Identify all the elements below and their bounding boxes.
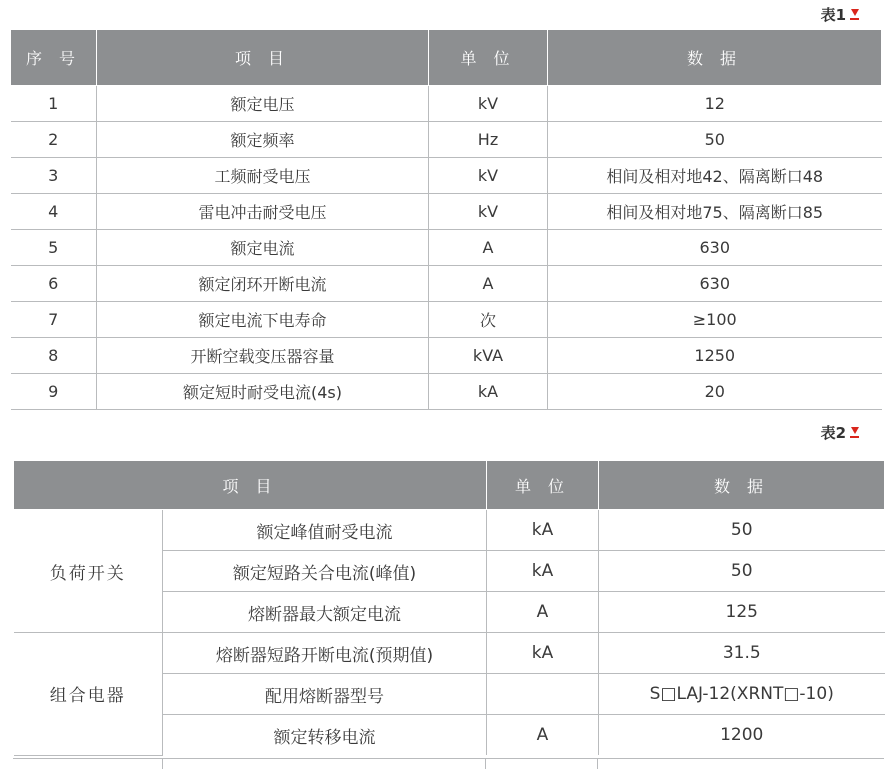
row-unit: Hz xyxy=(429,122,548,158)
row-value: 125 xyxy=(599,592,885,633)
row-index: 5 xyxy=(11,230,97,266)
table-row xyxy=(11,266,882,302)
download-icon[interactable] xyxy=(850,427,859,438)
table-continuation-line xyxy=(162,759,163,769)
row-value: 630 xyxy=(548,266,882,302)
row-item: 雷电冲击耐受电压 xyxy=(97,194,429,230)
table-row xyxy=(11,302,882,338)
row-item: 额定闭环开断电流 xyxy=(97,266,429,302)
table-row xyxy=(14,633,885,674)
row-value: 相间及相对地42、隔离断口48 xyxy=(548,158,882,194)
table1-caption xyxy=(821,4,859,25)
col-header-value: 数 据 xyxy=(599,461,885,510)
row-index: 1 xyxy=(11,86,97,122)
row-item: 额定峰值耐受电流 xyxy=(163,510,487,551)
row-unit: kV xyxy=(429,158,548,194)
row-value: 1200 xyxy=(720,725,764,745)
row-unit: kA xyxy=(429,374,548,410)
row-item: 额定频率 xyxy=(97,122,429,158)
table2-caption xyxy=(821,422,859,443)
row-item: 额定电流 xyxy=(97,230,429,266)
col-header-value: 数 据 xyxy=(548,30,882,86)
row-item: 额定短路关合电流(峰值) xyxy=(163,551,487,592)
table-row xyxy=(11,230,882,266)
row-value: S□LAJ-12(XRNT□-10) xyxy=(599,674,885,715)
row-unit: kA xyxy=(487,633,599,674)
row-item: 配用熔断器型号 xyxy=(163,674,487,715)
row-index: 4 xyxy=(11,194,97,230)
row-value: 50 xyxy=(599,551,885,592)
row-unit: kV xyxy=(429,194,548,230)
table-header-row xyxy=(11,30,882,86)
table1-caption-text: 表1 xyxy=(820,6,846,24)
row-value: 50 xyxy=(599,510,885,551)
row-item: 开断空载变压器容量 xyxy=(97,338,429,374)
table-continuation-line xyxy=(485,759,486,769)
row-index: 6 xyxy=(11,266,97,302)
row-item: 额定电压 xyxy=(97,86,429,122)
row-value: 50 xyxy=(548,122,882,158)
row-index: 7 xyxy=(11,302,97,338)
col-header-index: 序 号 xyxy=(11,30,97,86)
table-row xyxy=(11,374,882,410)
row-unit: kA xyxy=(487,510,599,551)
row-value: 20 xyxy=(548,374,882,410)
row-index: 3 xyxy=(11,158,97,194)
row-unit: kV xyxy=(429,86,548,122)
table-row xyxy=(11,194,882,230)
row-value: 12 xyxy=(548,86,882,122)
row-unit: A xyxy=(429,266,548,302)
row-value: 相间及相对地75、隔离断口85 xyxy=(548,194,882,230)
row-unit: 次 xyxy=(429,302,548,338)
col-header-unit: 单 位 xyxy=(487,461,599,510)
table-row xyxy=(11,122,882,158)
col-header-unit: 单 位 xyxy=(429,30,548,86)
row-item: 额定电流下电寿命 xyxy=(97,302,429,338)
col-header-item: 项 目 xyxy=(97,30,429,86)
group-label: 负荷开关 xyxy=(14,510,163,633)
table-row xyxy=(14,510,885,551)
table-row xyxy=(11,86,882,122)
table-row xyxy=(11,338,882,374)
row-unit: A xyxy=(429,230,548,266)
row-unit: A xyxy=(487,592,599,633)
row-item: 额定转移电流 xyxy=(163,715,487,756)
col-header-item: 项 目 xyxy=(14,461,487,510)
row-unit: A xyxy=(487,715,599,756)
table-row xyxy=(11,158,882,194)
download-icon[interactable] xyxy=(850,9,859,20)
row-index: 2 xyxy=(11,122,97,158)
group-label: 组合电器 xyxy=(14,633,163,756)
row-unit: kA xyxy=(487,551,599,592)
row-item: 工频耐受电压 xyxy=(97,158,429,194)
table-continuation-line xyxy=(597,759,598,769)
row-unit: kVA xyxy=(429,338,548,374)
row-value: 630 xyxy=(548,230,882,266)
table-header-row xyxy=(14,461,885,510)
row-value: 1250 xyxy=(548,338,882,374)
row-value: ≥100 xyxy=(548,302,882,338)
row-index: 9 xyxy=(11,374,97,410)
spec-table-1 xyxy=(10,29,882,410)
row-item: 额定短时耐受电流(4s) xyxy=(97,374,429,410)
table2-caption-text: 表2 xyxy=(820,424,846,442)
row-item: 熔断器短路开断电流(预期值) xyxy=(163,633,487,674)
row-value: 31.5 xyxy=(599,633,885,674)
row-item: 熔断器最大额定电流 xyxy=(163,592,487,633)
row-index: 8 xyxy=(11,338,97,374)
table-divider xyxy=(13,758,884,759)
spec-table-2 xyxy=(13,460,885,756)
row-unit xyxy=(487,674,599,715)
